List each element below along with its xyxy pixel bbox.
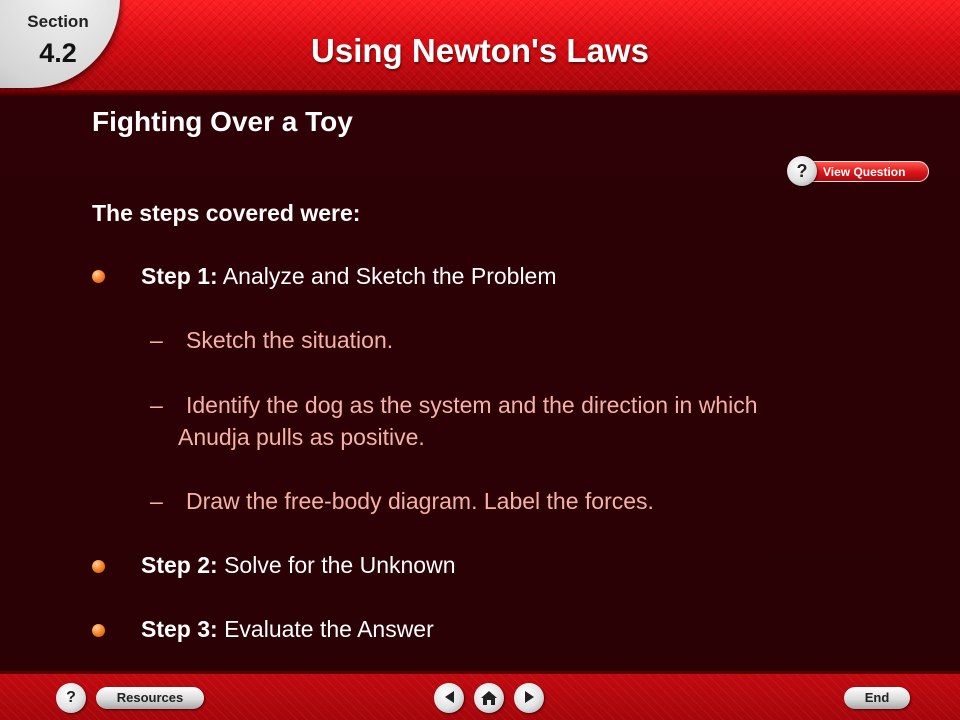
resources-button[interactable]: Resources [96, 687, 204, 709]
step-1 [141, 263, 557, 290]
substep-1 [150, 324, 890, 356]
step-1-text: Analyze and Sketch the Problem [217, 263, 557, 289]
previous-button[interactable] [434, 683, 464, 713]
substep-2-text-line1: Identify the dog as the system and the direction in which [186, 392, 758, 418]
step-2-text: Solve for the Unknown [217, 552, 456, 578]
header-band [0, 0, 960, 96]
home-icon [480, 690, 498, 706]
bullet-icon [92, 560, 105, 573]
slide-title: Using Newton's Laws [311, 32, 649, 69]
next-button[interactable] [514, 683, 544, 713]
slide-subtitle: Fighting Over a Toy [92, 106, 353, 137]
arrow-right-icon [525, 691, 534, 703]
steps-lead: The steps covered were: [92, 200, 361, 226]
home-button[interactable] [474, 683, 504, 713]
substep-3 [150, 485, 890, 517]
step-1-label: Step 1: [141, 263, 218, 289]
dash-icon: – [150, 488, 163, 514]
question-mark-icon: ? [787, 156, 817, 186]
step-3-text: Evaluate the Answer [217, 616, 434, 642]
arrow-left-icon [445, 691, 454, 703]
content-area [0, 96, 960, 671]
dash-icon: – [150, 327, 163, 353]
footer-bar [0, 671, 960, 720]
bullet-icon [92, 624, 105, 637]
view-question-label: View Question [823, 165, 906, 179]
substep-3-text: Draw the free-body diagram. Label the forces. [186, 488, 654, 514]
view-question-button[interactable] [787, 156, 929, 186]
bullet-icon [92, 270, 105, 283]
step-3 [141, 616, 434, 643]
help-button[interactable] [56, 683, 86, 713]
step-3-label: Step 3: [141, 616, 218, 642]
end-button[interactable]: End [844, 687, 910, 709]
step-2 [141, 552, 455, 579]
section-number: 4.2 [39, 38, 77, 68]
substep-1-text: Sketch the situation. [186, 327, 394, 353]
substep-2-text-line2: Anudja pulls as positive. [178, 424, 425, 450]
substep-2 [150, 389, 890, 453]
dash-icon: – [150, 392, 163, 418]
question-mark-icon: ? [66, 689, 76, 706]
section-label: Section [27, 12, 89, 31]
step-2-label: Step 2: [141, 552, 218, 578]
